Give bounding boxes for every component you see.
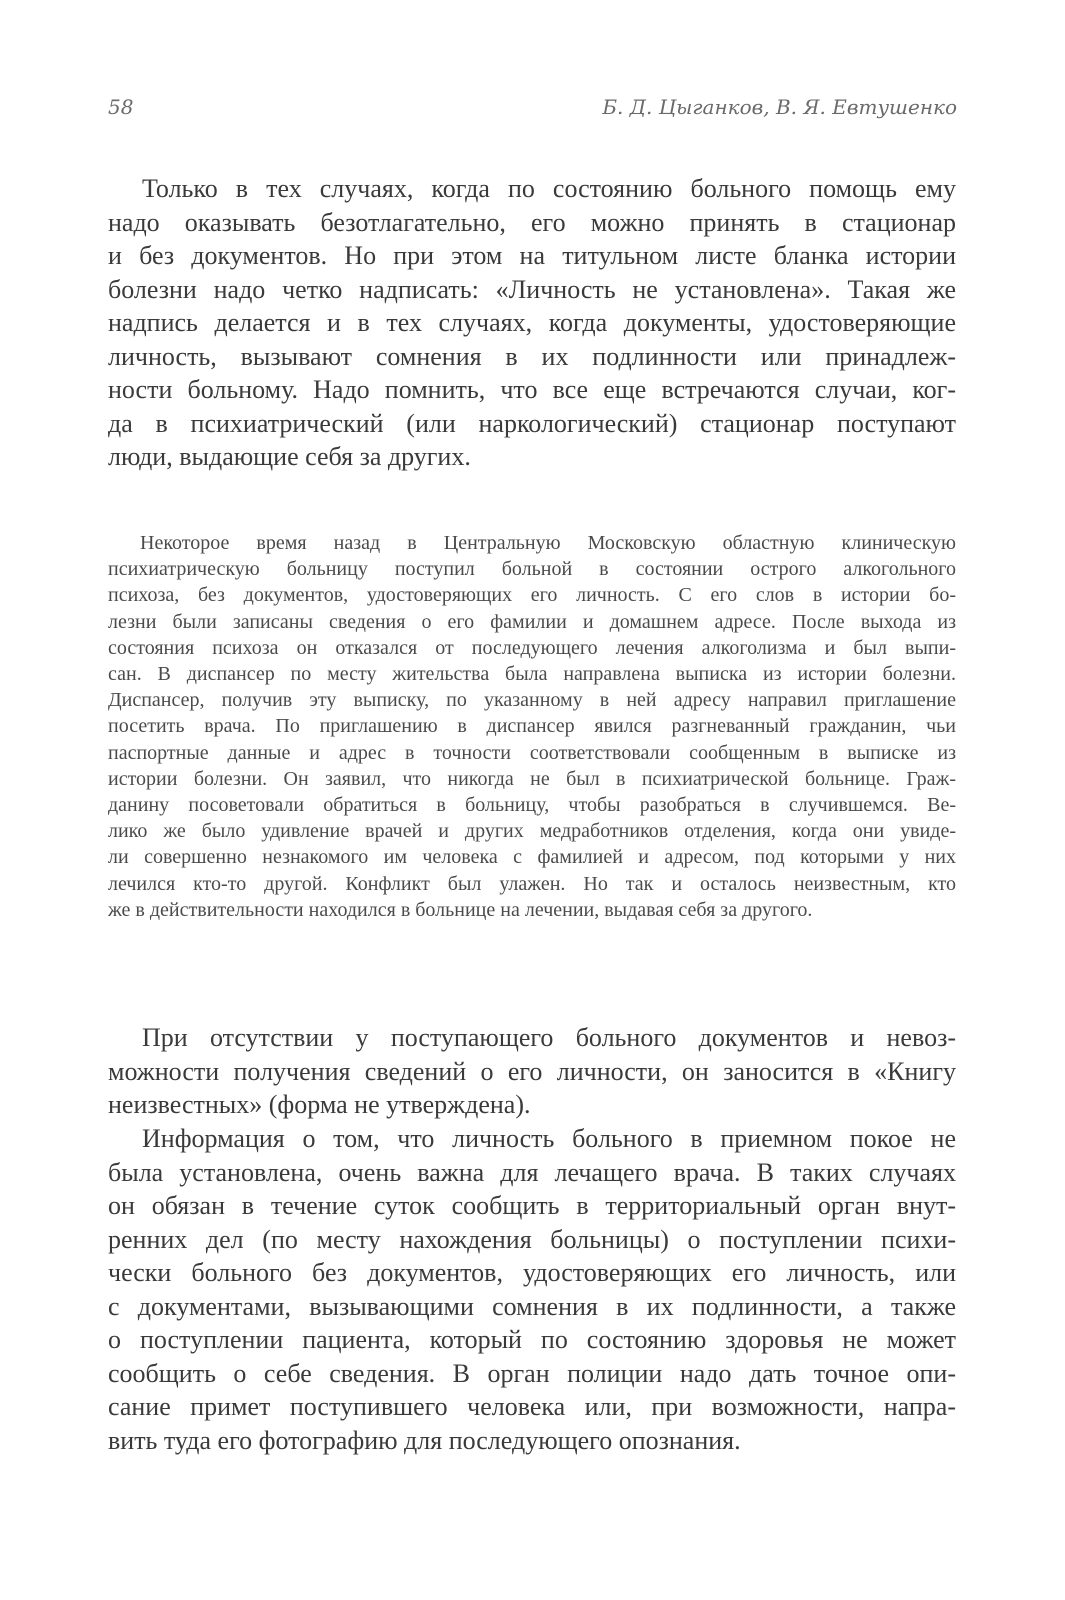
- text-line: с документами, вызывающими сомнения в их подлинности, а также: [108, 1291, 956, 1321]
- note-line: данину посоветовали обратиться в больницу, чтобы разобраться в случившемся. Ве-: [108, 794, 956, 817]
- text-line: сание примет поступившего человека или, при возможности, напра-: [108, 1392, 956, 1421]
- text-line: да в психиатрический (или наркологический) стационар поступают: [108, 408, 956, 438]
- note-line: же в действительности находился в больнице на лечении, выдавая себя за другого.: [108, 898, 813, 921]
- note-line: посетить врача. По приглашению в диспансер явился разгневанный гражданин, чьи: [108, 715, 956, 738]
- text-line: ренних дел (по месту нахождения больницы) о поступлении психи-: [108, 1224, 956, 1254]
- text-line: болезни надо четко надписать: «Личность не установлена». Такая же: [108, 274, 956, 304]
- text-line: о поступлении пациента, который по состоянию здоровья не может: [108, 1325, 956, 1354]
- text-line: ности больному. Надо помнить, что все еще встречаются случаи, ког-: [108, 375, 956, 404]
- case-example-note: [108, 530, 956, 923]
- text-line: можности получения сведений о его личности, он заносится в «Книгу: [108, 1056, 956, 1086]
- paragraph-identity-unknown: [108, 172, 956, 474]
- text-line: он обязан в течение суток сообщить в территориальный орган внут-: [108, 1191, 956, 1220]
- text-line: чески больного без документов, удостоверяющих его личность, или: [108, 1258, 956, 1287]
- note-line: лечился кто-то другой. Конфликт был улажен. Но так и осталось неизвестным, кто: [108, 872, 956, 895]
- text-line: вить туда его фотографию для последующего опознания.: [108, 1425, 741, 1455]
- text-line: люди, выдающие себя за других.: [108, 442, 471, 471]
- note-line: лезни были записаны сведения о его фамилии и домашнем адресе. После выхода из: [108, 610, 956, 633]
- note-line: психиатрическую больницу поступил больной в состоянии острого алкогольного: [108, 558, 956, 581]
- text-line: Только в тех случаях, когда по состоянию больного помощь ему: [142, 174, 956, 203]
- page-number: 58: [108, 95, 134, 119]
- text-line: сообщить о себе сведения. В орган полиции надо дать точное опи-: [108, 1358, 956, 1388]
- text-line: неизвестных» (форма не утверждена).: [108, 1090, 531, 1119]
- paragraph-police-notification: [108, 1122, 956, 1457]
- note-line: сан. В диспансер по месту жительства была направлена выписка из истории болезни.: [108, 663, 956, 686]
- text-line: была установлена, очень важна для лечащего врача. В таких случаях: [108, 1157, 956, 1187]
- text-line: личность, вызывают сомнения в их подлинности или принадлеж-: [108, 341, 956, 371]
- note-line: психоза, без документов, удостоверяющих его личность. С его слов в истории бо-: [108, 584, 956, 607]
- note-line: лико же было удивление врачей и других медработников отделения, когда они увиде-: [108, 820, 956, 843]
- running-head: Б. Д. Цыганков, В. Я. Евтушенко: [602, 95, 957, 119]
- text-line: При отсутствии у поступающего больного документов и невоз-: [142, 1023, 956, 1052]
- paragraph-book-of-unknowns: [108, 1021, 956, 1122]
- text-line: Информация о том, что личность больного в приемном покое не: [142, 1124, 956, 1153]
- text-line: надо оказывать безотлагательно, его можно принять в стационар: [108, 207, 956, 237]
- text-line: и без документов. Но при этом на титульном листе бланка истории: [108, 241, 956, 270]
- note-line: паспортные данные и адрес в точности соответствовали сообщенным в выписке из: [108, 741, 956, 764]
- note-line: истории болезни. Он заявил, что никогда не был в психиатрической больнице. Граж-: [108, 767, 956, 790]
- note-line: ли совершенно незнакомого им человека с фамилией и адресом, под которыми у них: [108, 846, 956, 869]
- note-line: Диспансер, получив эту выписку, по указанному в ней адресу направил приглашение: [108, 689, 956, 712]
- text-line: надпись делается и в тех случаях, когда документы, удостоверяющие: [108, 308, 956, 337]
- note-line: состояния психоза он отказался от последующего лечения алкоголизма и был выпи-: [108, 636, 956, 659]
- note-line: Некоторое время назад в Центральную Московскую областную клиническую: [140, 532, 956, 554]
